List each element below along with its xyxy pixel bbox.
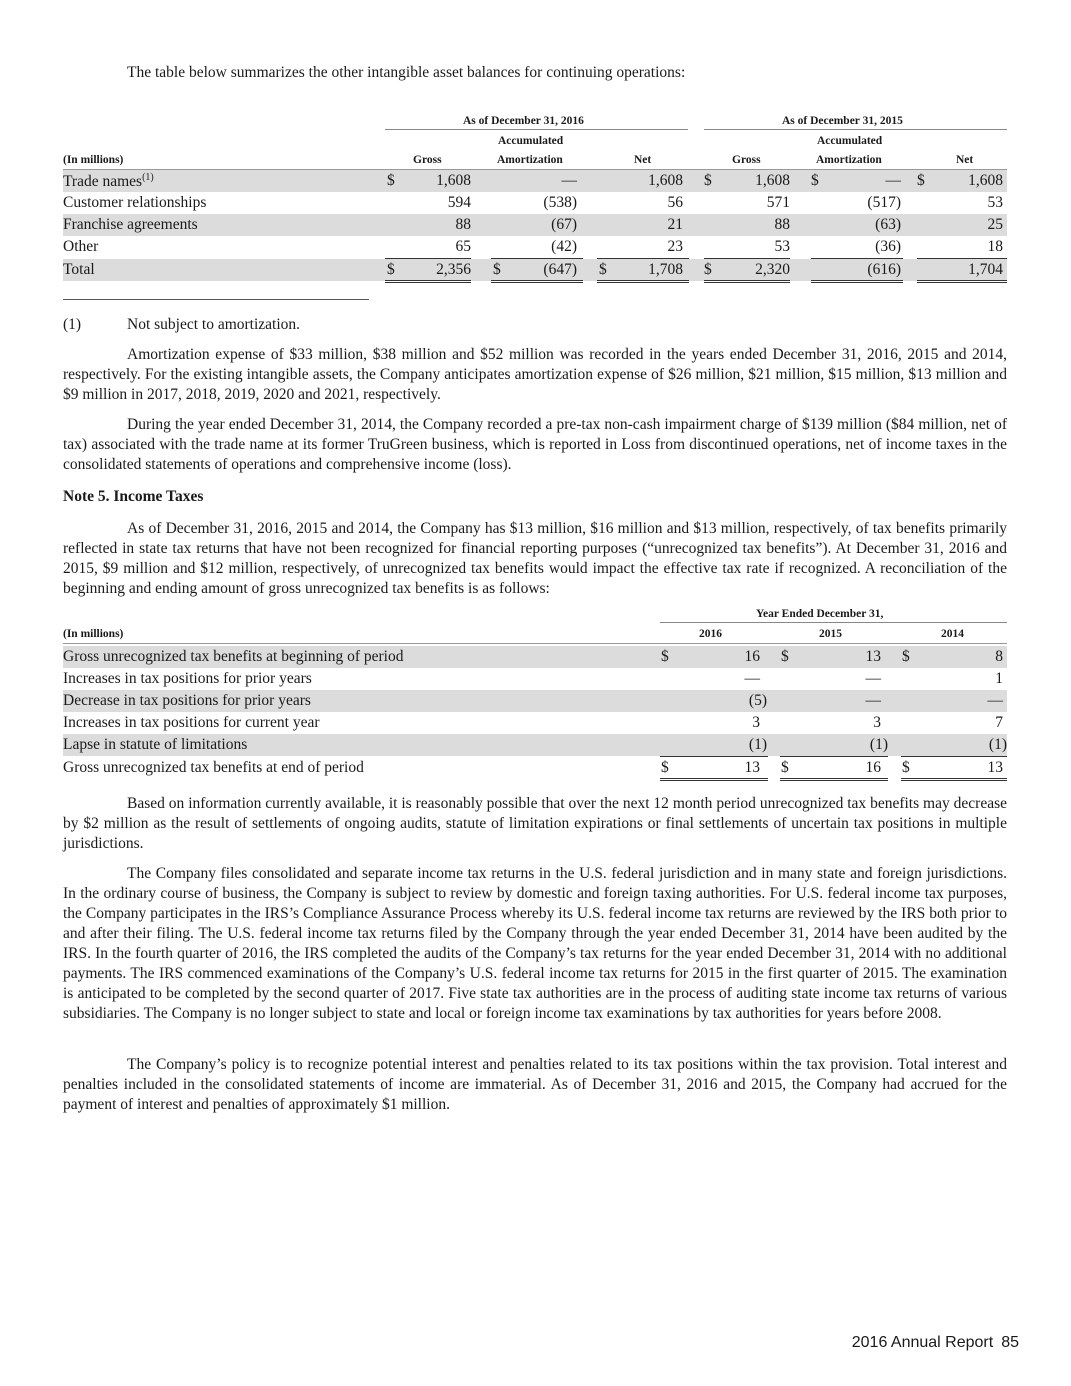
table-row — [63, 734, 1007, 756]
gross-2016: 88 — [455, 216, 471, 233]
table-row — [63, 712, 1007, 734]
col-acc-2016-line2: Amortization — [497, 154, 563, 166]
gross-2016: 1,608 — [436, 172, 471, 189]
table-row — [63, 214, 1007, 236]
amort-2015: — — [885, 172, 901, 189]
table-row — [63, 192, 1007, 214]
row-label: Decrease in tax positions for prior years — [63, 692, 311, 709]
amort-2016: (647) — [543, 261, 577, 278]
net-2016: 56 — [667, 194, 683, 211]
net-2015: 18 — [987, 238, 1003, 255]
total-double-rule — [901, 778, 1007, 781]
paragraph: During the year ended December 31, 2014, the Company recorded a pre-tax non-cash impairment charge of $139 million ($84 million, net of tax) associated with the trade name at its former TruGreen business, which is reported in Loss from discontinued operations, net of income taxes in the consolidated statements of operations and comprehensive income (loss). — [63, 416, 1007, 473]
gross-2015: 53 — [774, 238, 790, 255]
group-underline-2015 — [704, 129, 1007, 130]
net-2015: 53 — [987, 194, 1003, 211]
value-2014: (1) — [988, 736, 1007, 753]
units-label: (In millions) — [63, 628, 124, 640]
dollar-sign: $ — [661, 759, 669, 776]
paragraph: Based on information currently available, it is reasonably possible that over the next 12 month period unrecognized tax benefits may decrease by $2 million as the result of settlements of ongoing audits, statute of limitation expirations or final settlements of uncertain tax positions in multiple jurisdictions. — [63, 795, 1007, 852]
gross-2016: 65 — [455, 238, 471, 255]
paragraph: As of December 31, 2016, 2015 and 2014, the Company has $13 million, $16 million and $13 million, respectively, of tax benefits primarily reflected in state tax returns that have not been recognized for financial reporting purposes (“unrecognized tax benefits”). At December 31, 2016 and 2015, $9 million and $12 million, respectively, of unrecognized tax benefits would impact the effective tax rate if recognized. A reconciliation of the beginning and ending amount of gross unrecognized tax benefits is as follows: — [63, 520, 1007, 597]
intro-text: The table below summarizes the other intangible asset balances for continuing operations: — [127, 64, 686, 81]
gross-2016: 594 — [447, 194, 471, 211]
paragraph: Amortization expense of $33 million, $38 million and $52 million was recorded in the years ended December 31, 2016, 2015 and 2014, respectively. For the existing intangible assets, the Company anticipates amortization expense of $26 million, $21 million, $15 million, $13 million and $9 million in 2017, 2018, 2019, 2020 and 2021, respectively. — [63, 346, 1007, 403]
col-acc-2016-line1: Accumulated — [498, 135, 564, 147]
table-row — [63, 236, 1007, 258]
col-gross-2015: Gross — [732, 154, 761, 166]
net-2015: 1,704 — [968, 261, 1003, 278]
value-2016: (1) — [748, 736, 767, 753]
dollar-sign: $ — [599, 261, 607, 278]
col-net-2016: Net — [634, 154, 652, 166]
group-underline — [660, 622, 1007, 623]
section-heading: Note 5. Income Taxes — [63, 488, 204, 505]
table-row — [63, 646, 1007, 668]
dollar-sign: $ — [704, 172, 712, 189]
total-double-rule — [385, 280, 471, 283]
dollar-sign: $ — [387, 261, 395, 278]
value-2016: 16 — [744, 648, 760, 665]
dollar-sign: $ — [917, 172, 925, 189]
value-2015: 13 — [865, 648, 881, 665]
col-2014: 2014 — [941, 628, 964, 640]
row-label: Franchise agreements — [63, 216, 198, 233]
amort-2016: (67) — [551, 216, 577, 233]
total-double-rule — [811, 280, 903, 283]
value-2016: (5) — [748, 692, 767, 709]
value-2016: 13 — [744, 759, 760, 776]
table-row-total — [63, 757, 1007, 779]
value-2014: 7 — [995, 714, 1003, 731]
table-row — [63, 690, 1007, 712]
total-double-rule — [597, 280, 689, 283]
value-2014: 8 — [995, 648, 1003, 665]
value-2016: 3 — [752, 714, 760, 731]
col-acc-2015-line1: Accumulated — [817, 135, 883, 147]
value-2015: — — [865, 670, 881, 687]
dollar-sign: $ — [493, 261, 501, 278]
footnote-mark: (1) — [63, 316, 82, 333]
row-label: Total — [63, 261, 95, 278]
value-2015: (1) — [869, 736, 888, 753]
amort-2015: (616) — [867, 261, 901, 278]
net-2016: 23 — [667, 238, 683, 255]
group-underline-2016 — [385, 129, 688, 130]
amort-2015: (36) — [875, 238, 901, 255]
dollar-sign: $ — [781, 648, 789, 665]
net-2016: 21 — [667, 216, 683, 233]
gross-2015: 571 — [766, 194, 790, 211]
dollar-sign: $ — [387, 172, 395, 189]
amort-2016: (42) — [551, 238, 577, 255]
paragraph: The Company files consolidated and separate income tax returns in the U.S. federal jurisdiction and in many state and foreign jurisdictions. In the ordinary course of business, the Company is subject to review by domestic and foreign taxing authorities. For U.S. federal income tax purposes, the Company participates in the IRS’s Compliance Assurance Process whereby its U.S. federal income tax returns are reviewed by the IRS both prior to and after their filing. The U.S. federal income tax returns filed by the Company through the year ended December 31, 2014 have been audited by the IRS. In the fourth quarter of 2016, the IRS completed the audits of the Company’s tax returns for the year ended December 31, 2014 with no additional payments. The IRS commenced examinations of the Company’s U.S. federal income tax returns for 2015 in the first quarter of 2015. The examination is anticipated to be completed by the second quarter of 2017. Five state tax authorities are in the process of auditing state income tax returns of various subsidiaries. The Company is no longer subject to state and local or foreign income tax examinations by tax authorities for years before 2008. — [63, 865, 1007, 1022]
gross-2016: 2,356 — [436, 261, 471, 278]
total-double-rule — [491, 280, 583, 283]
value-2014: 1 — [995, 670, 1003, 687]
value-2015: 16 — [865, 759, 881, 776]
net-2015: 25 — [987, 216, 1003, 233]
row-label: Increases in tax positions for current year — [63, 714, 320, 731]
total-double-rule — [917, 280, 1007, 283]
col-acc-2015-line2: Amortization — [816, 154, 882, 166]
net-2016: 1,608 — [648, 172, 683, 189]
value-2015: — — [865, 692, 881, 709]
footnote-rule — [63, 299, 369, 300]
dollar-sign: $ — [781, 759, 789, 776]
col-net-2015: Net — [956, 154, 974, 166]
total-double-rule — [660, 778, 768, 781]
net-2015: 1,608 — [968, 172, 1003, 189]
row-label: Increases in tax positions for prior years — [63, 670, 312, 687]
value-2016: — — [744, 670, 760, 687]
dollar-sign: $ — [661, 648, 669, 665]
table-row-total — [63, 259, 1007, 281]
table-row — [63, 668, 1007, 690]
page-number: 85 — [1001, 1334, 1019, 1351]
row-label: Trade names$^{(1)}$ — [63, 172, 154, 191]
gross-2015: 1,608 — [755, 172, 790, 189]
row-label: Gross unrecognized tax benefits at beginning of period — [63, 648, 404, 665]
group-header-years: Year Ended December 31, — [756, 608, 884, 620]
amort-2016: — — [561, 172, 577, 189]
footnote-text: Not subject to amortization. — [127, 316, 301, 333]
page-footer — [844, 1334, 1019, 1352]
amort-2015: (63) — [875, 216, 901, 233]
total-double-rule — [780, 778, 888, 781]
value-2015: 3 — [873, 714, 881, 731]
row-label: Gross unrecognized tax benefits at end of period — [63, 759, 364, 776]
row-label: Other — [63, 238, 99, 255]
amort-2015: (517) — [867, 194, 901, 211]
units-label: (In millions) — [63, 154, 124, 166]
row-label: Lapse in statute of limitations — [63, 736, 248, 753]
dollar-sign: $ — [704, 261, 712, 278]
gross-2015: 88 — [774, 216, 790, 233]
col-2015: 2015 — [819, 628, 842, 640]
table-row — [63, 170, 1007, 192]
total-double-rule — [704, 280, 790, 283]
net-2016: 1,708 — [648, 261, 683, 278]
dollar-sign: $ — [902, 648, 910, 665]
header-rule — [63, 643, 1007, 644]
col-2016: 2016 — [699, 628, 722, 640]
value-2014: 13 — [987, 759, 1003, 776]
gross-2015: 2,320 — [755, 261, 790, 278]
dollar-sign: $ — [811, 172, 819, 189]
group-header-2016: As of December 31, 2016 — [463, 115, 584, 127]
paragraph: The Company’s policy is to recognize potential interest and penalties related to its tax positions within the tax provision. Total interest and penalties included in the consolidated statements of income are immaterial. As of December 31, 2016 and 2015, the Company had accrued for the payment of interest and penalties of approximately $1 million. — [63, 1056, 1007, 1113]
group-header-2015: As of December 31, 2015 — [782, 115, 903, 127]
report-label: 2016 Annual Report — [851, 1334, 994, 1351]
amort-2016: (538) — [543, 194, 577, 211]
value-2014: — — [987, 692, 1003, 709]
col-gross-2016: Gross — [413, 154, 442, 166]
dollar-sign: $ — [902, 759, 910, 776]
row-label: Customer relationships — [63, 194, 207, 211]
